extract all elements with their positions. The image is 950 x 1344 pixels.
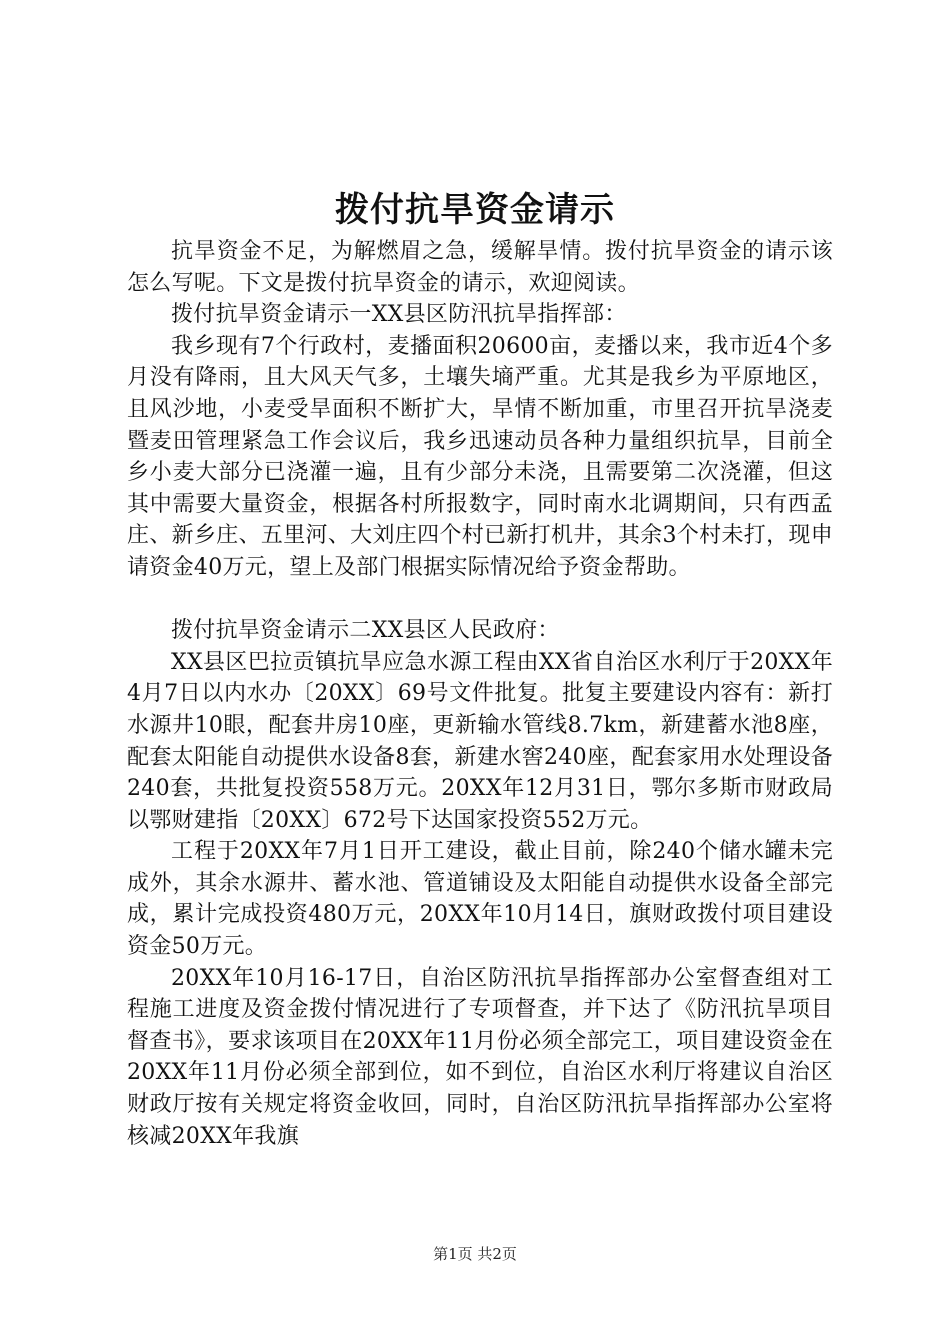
paragraph-intro: 抗旱资金不足，为解燃眉之急，缓解旱情。拨付抗旱资金的请示该怎么写呢。下文是拨付抗旱资金的请示，欢迎阅读。 [127,239,833,296]
document-body [127,236,833,1152]
paragraph-construction-progress: 工程于20XX年7月1日开工建设，截止目前，除240个储水罐未完成外，其余水源井、蓄水池、管道铺设及太阳能自动提供水设备全部完成，累计完成投资480万元，20XX年10月14日，旗财政拨付项目建设资金50万元。 [127,839,833,960]
document-title: 拨付抗旱资金请示 [335,190,615,230]
paragraph-request-two-heading: 拨付抗旱资金请示二XX县区人民政府： [171,618,560,644]
paragraph-request-one-body: 我乡现有7个行政村，麦播面积20600亩，麦播以来，我市近4个多月没有降雨，且大风天气多，土壤失墒严重。尤其是我乡为平原地区，且风沙地，小麦受旱面积不断扩大，旱情不断加重，市里召开抗旱浇麦暨麦田管理紧急工作会议后，我乡迅速动员各种力量组织抗旱，目前全乡小麦大部分已浇灌一遍，且有少部分未浇，且需要第二次浇灌，但这其中需要大量资金，根据各村所报数字，同时南水北调期间，只有西孟庄、新乡庄、五里河、大刘庄四个村已新打机井，其余3个村未打，现申请资金40万元，望上及部门根据实际情况给予资金帮助。 [127,333,833,580]
paragraph-request-two-body: XX县区巴拉贡镇抗旱应急水源工程由XX省自治区水利厅于20XX年4月7日以内水办〔20XX〕69号文件批复。批复主要建设内容有：新打水源井10眼，配套井房10座，更新输水管线8.7km，新建蓄水池8座，配套太阳能自动提供水设备8套，新建水窖240座，配套家用水处理设备240套，共批复投资558万元。20XX年12月31日，鄂尔多斯市财政局以鄂财建指〔20XX〕672号下达国家投资552万元。 [127,649,833,833]
paragraph-request-one-heading: 拨付抗旱资金请示一XX县区防汛抗旱指挥部： [171,302,627,328]
page-footer: 第1页 共2页 [433,1245,517,1263]
paragraph-inspection: 20XX年10月16-17日，自治区防汛抗旱指挥部办公室督查组对工程施工进度及资金拨付情况进行了专项督查，并下达了《防汛抗旱项目督查书》，要求该项目在20XX年11月份必须全部完工，项目建设资金在20XX年11月份必须全部到位，如不到位，自治区水利厅将建议自治区财政厅按有关规定将资金收回，同时，自治区防汛抗旱指挥部办公室将核减20XX年我旗 [127,965,833,1149]
